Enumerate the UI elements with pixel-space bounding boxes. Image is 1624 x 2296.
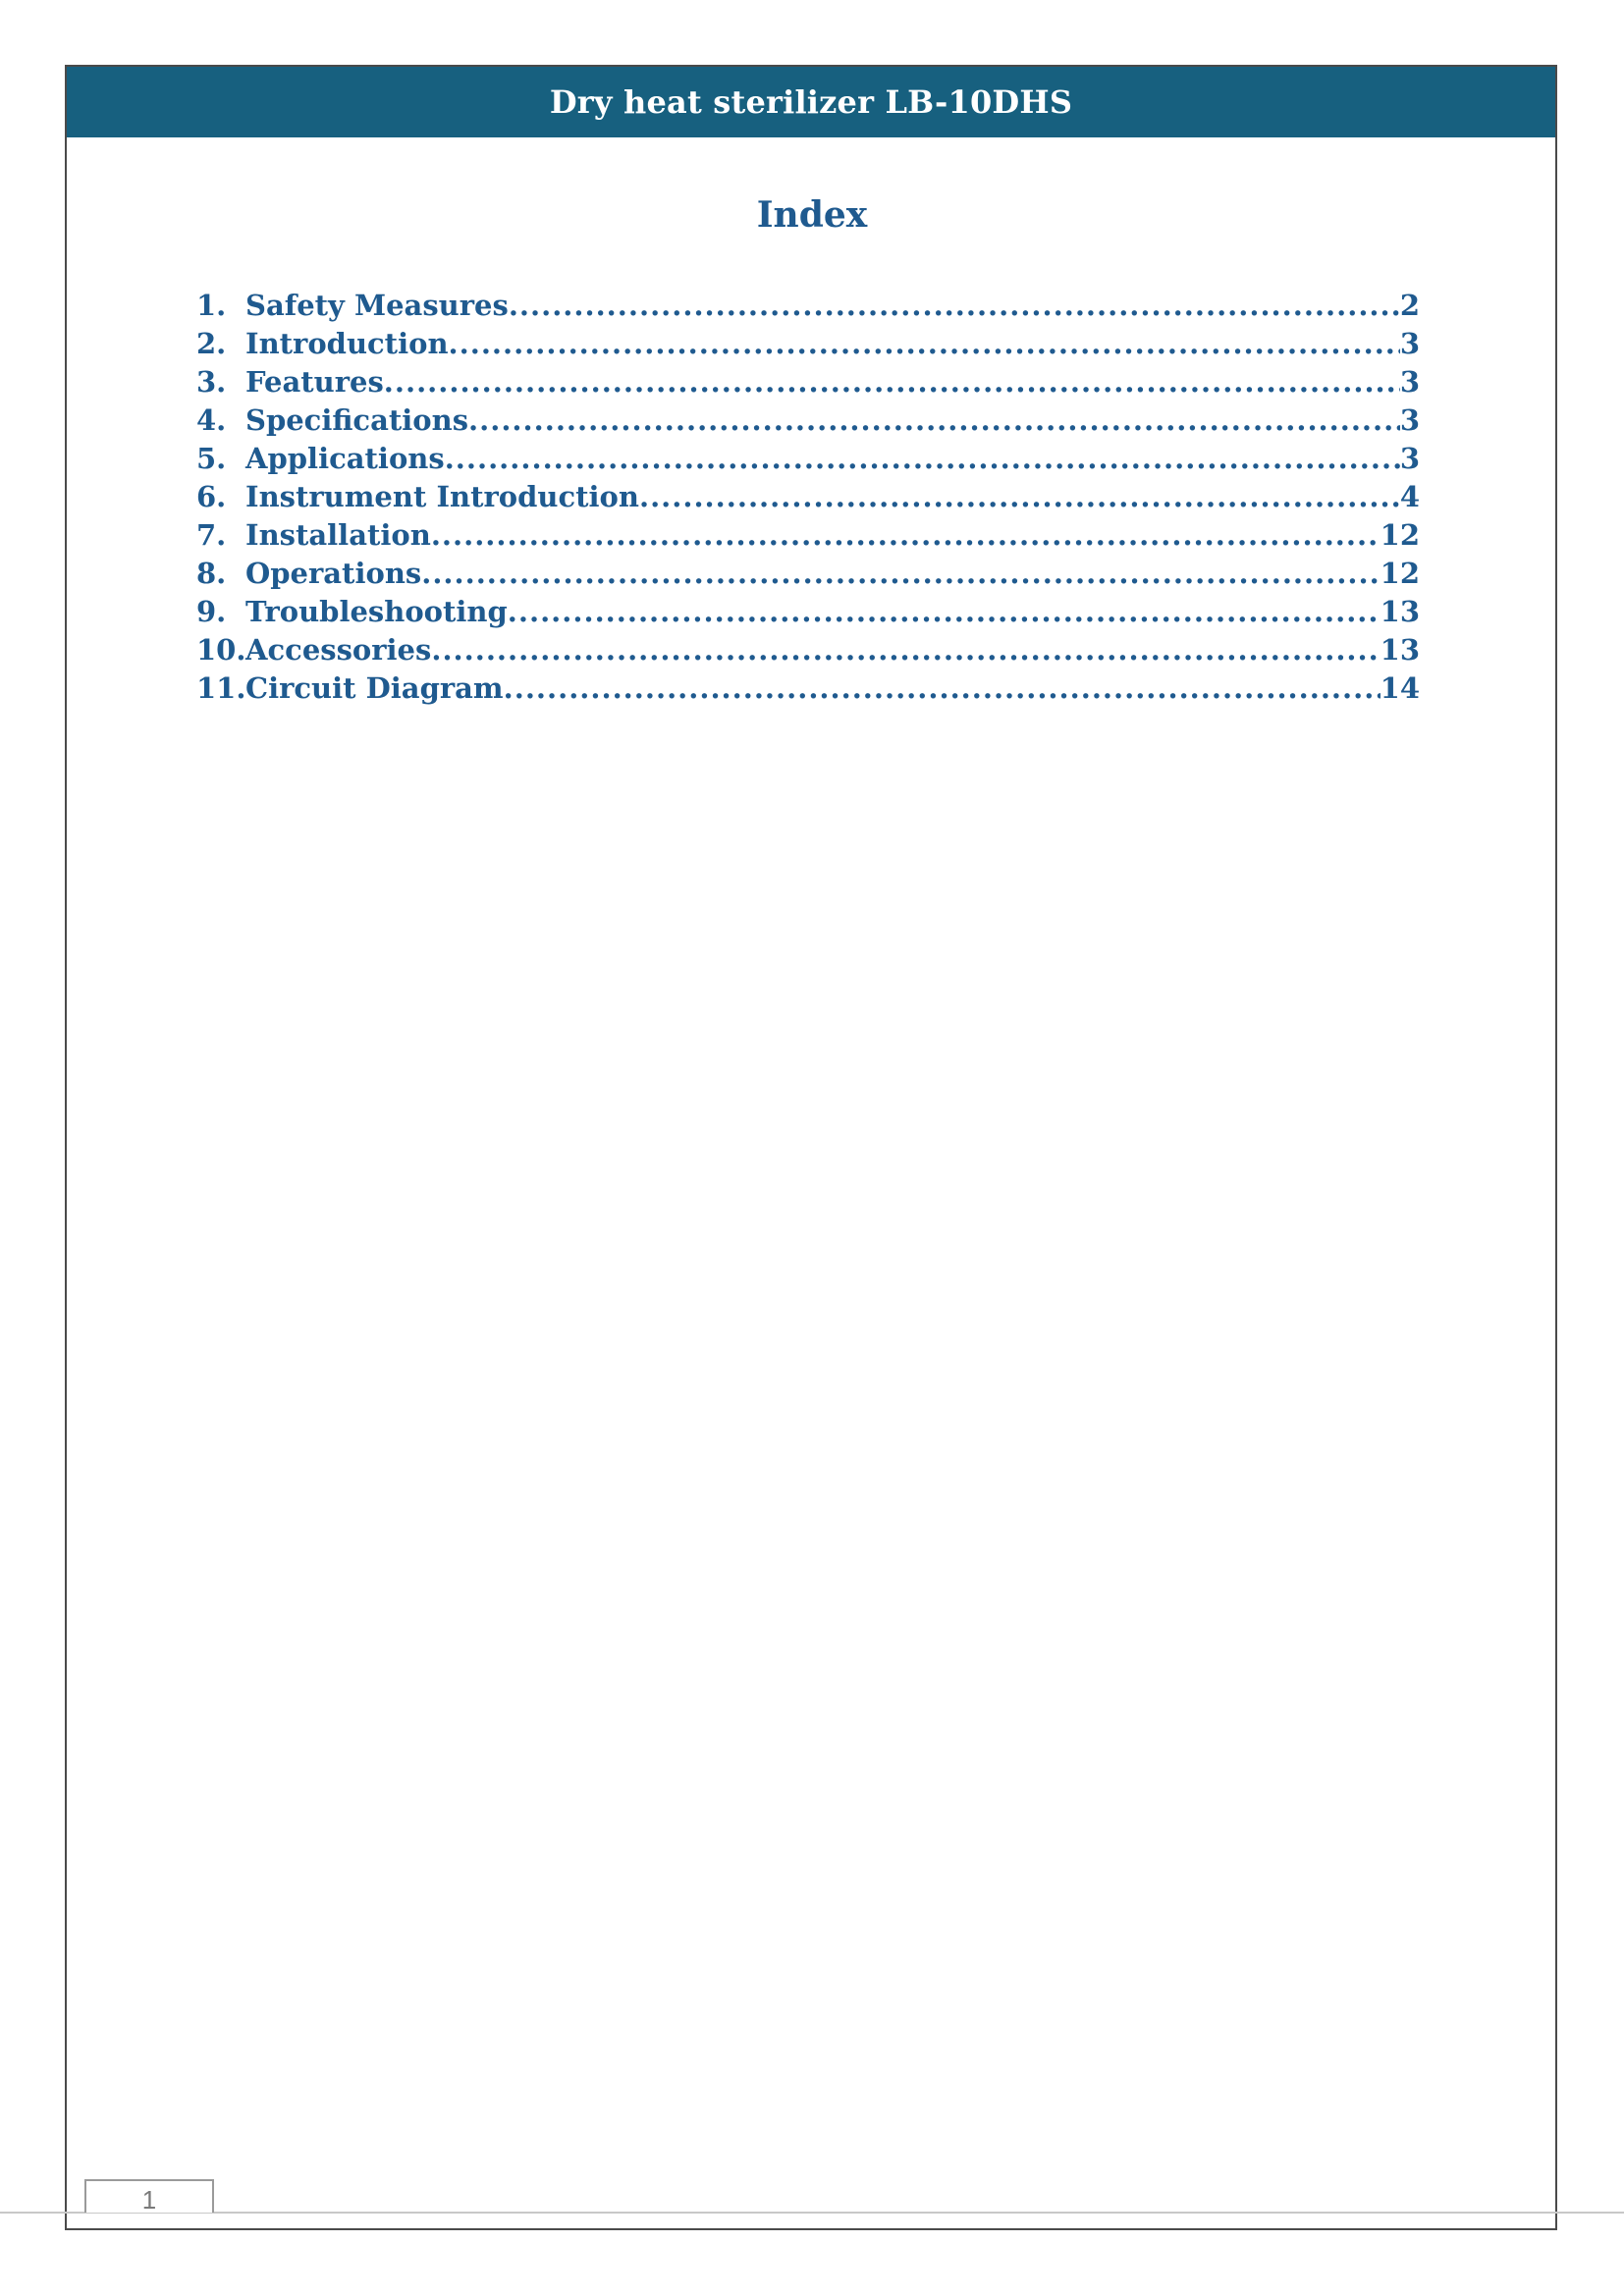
footer-divider [0,2212,1624,2214]
table-of-contents [196,287,1420,708]
toc-item-features[interactable] [196,363,1420,401]
toc-item-page: 14 [1380,671,1420,705]
toc-item-number: 7. [196,518,227,552]
toc-item-instrument-introduction[interactable] [196,478,1420,516]
toc-item-installation[interactable] [196,516,1420,555]
toc-item-number: 5. [196,442,227,475]
toc-item-number: 2. [196,327,227,360]
toc-item-operations[interactable] [196,555,1420,593]
toc-item-specifications[interactable] [196,401,1420,440]
toc-item-page: 3 [1399,365,1420,399]
toc-leader-dots [509,287,1400,325]
toc-item-label: Instrument Introduction [245,480,639,513]
page-number-tab [84,2179,214,2213]
toc-leader-dots [504,669,1380,708]
toc-leader-dots [508,593,1380,631]
toc-leader-dots [431,516,1380,555]
toc-item-troubleshooting[interactable] [196,593,1420,631]
toc-item-label: Safety Measures [245,289,509,322]
toc-item-label: Troubleshooting [245,595,508,628]
toc-item-number: 9. [196,595,227,628]
toc-item-accessories[interactable] [196,631,1420,669]
toc-item-circuit-diagram[interactable] [196,669,1420,708]
toc-item-safety-measures[interactable] [196,287,1420,325]
toc-item-number: 10. [196,633,246,667]
toc-item-label: Features [245,365,384,399]
toc-item-page: 3 [1399,403,1420,437]
toc-item-label: Specifications [245,403,469,437]
toc-item-number: 6. [196,480,227,513]
toc-item-label: Applications [245,442,445,475]
toc-item-page: 4 [1399,480,1420,513]
index-heading: Index [756,194,868,236]
document-title: Dry heat sterilizer LB-10DHS [549,83,1073,121]
toc-leader-dots [449,325,1400,363]
toc-leader-dots [384,363,1400,401]
toc-item-number: 8. [196,557,227,590]
toc-item-label: Introduction [245,327,449,360]
toc-item-label: Operations [245,557,422,590]
toc-item-page: 13 [1380,633,1420,667]
page-number: 1 [141,2185,157,2215]
toc-item-page: 12 [1380,557,1420,590]
toc-item-number: 11. [196,671,246,705]
toc-item-page: 13 [1380,595,1420,628]
toc-item-page: 2 [1399,289,1420,322]
toc-item-page: 12 [1380,518,1420,552]
toc-leader-dots [431,631,1380,669]
toc-item-introduction[interactable] [196,325,1420,363]
toc-item-number: 1. [196,289,227,322]
toc-item-label: Installation [245,518,431,552]
toc-item-label: Circuit Diagram [245,671,504,705]
toc-leader-dots [639,478,1400,516]
toc-leader-dots [445,440,1400,478]
toc-item-applications[interactable] [196,440,1420,478]
header-bar [67,67,1555,137]
toc-item-number: 4. [196,403,227,437]
toc-item-page: 3 [1399,327,1420,360]
toc-leader-dots [468,401,1400,440]
toc-item-page: 3 [1399,442,1420,475]
toc-leader-dots [421,555,1380,593]
toc-item-number: 3. [196,365,227,399]
toc-item-label: Accessories [245,633,432,667]
